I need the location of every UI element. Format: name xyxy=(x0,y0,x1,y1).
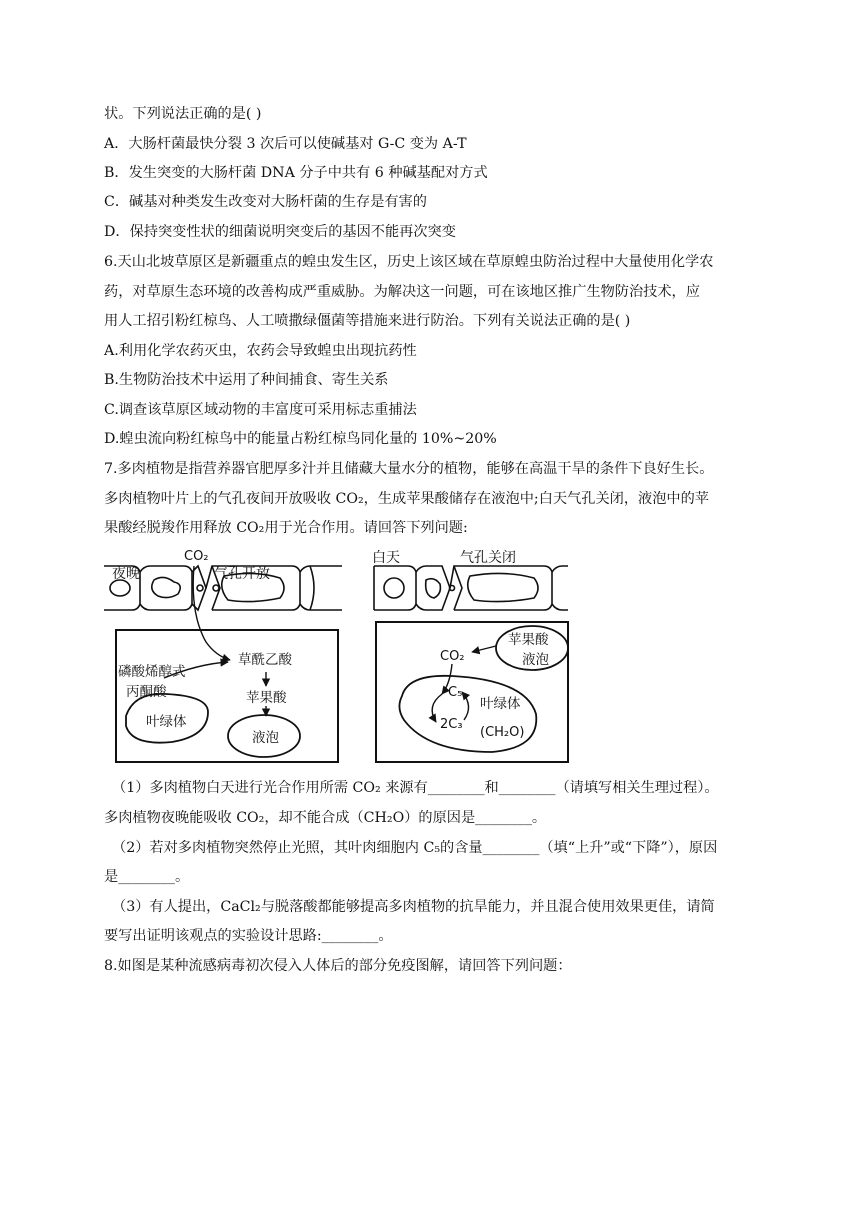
c3-label: 2C₃ xyxy=(440,717,463,732)
q7-sub3-line-1: （3）有人提出，CaCl₂与脱落酸都能够提高多肉植物的抗旱能力，并且混合使用效果更佳，请简 xyxy=(112,899,715,915)
q7-stem-line-1: 7.多肉植物是指营养器官肥厚多汁并且储藏大量水分的植物，能够在高温干旱的条件下良好生长。 xyxy=(104,461,714,477)
q7-sub1-line-1: （1）多肉植物白天进行光合作用所需 CO₂ 来源有________和________（请填写相关生理过程）。 xyxy=(112,780,719,796)
q8-stem: 8.如图是某种流感病毒初次侵入人体后的部分免疫图解，请回答下列问题： xyxy=(104,958,572,974)
q5-option-a: A．大肠杆菌最快分裂 3 次后可以使碱基对 G-C 变为 A-T xyxy=(104,136,467,152)
chloroplast-label: 叶绿体 xyxy=(146,714,187,730)
stoma-open-label: 气孔开放 xyxy=(214,566,270,582)
q6-option-d: D.蝗虫流向粉红椋鸟中的能量占粉红椋鸟同化量的 10%~20% xyxy=(104,431,497,447)
co2-label: CO₂ xyxy=(184,549,209,564)
q7-stem-line-3: 果酸经脱羧作用释放 CO₂用于光合作用。请回答下列问题: xyxy=(104,520,468,536)
q5-option-b: B．发生突变的大肠杆菌 DNA 分子中共有 6 种碱基配对方式 xyxy=(104,165,488,181)
q7-stem-line-2: 多肉植物叶片上的气孔夜间开放吸收 CO₂，生成苹果酸储存在液泡中;白天气孔关闭，液泡中的苹 xyxy=(104,491,709,507)
ch2o-label: (CH₂O) xyxy=(480,725,525,740)
decarboxylation-arrow xyxy=(472,646,496,652)
q5-option-c: C．碱基对种类发生改变对大肠杆菌的生存是有害的 xyxy=(104,194,427,210)
co2-label: CO₂ xyxy=(440,649,465,664)
q7-sub3-line-2: 要写出证明该观点的实验设计思路:________。 xyxy=(104,928,393,944)
q5-option-d: D．保持突变性状的细菌说明突变后的基因不能再次突变 xyxy=(104,224,456,240)
vacuole-label: 液泡 xyxy=(522,652,549,668)
pep-label-1: 磷酸烯醇式 xyxy=(118,664,186,680)
stoma-closed-label: 气孔关闭 xyxy=(460,550,516,566)
q6-stem-line-2: 药，对草原生态环境的改善构成严重威胁。为解决这一问题，可在该地区推广生物防治技术，应 xyxy=(104,284,700,300)
q6-stem-line-3: 用人工招引粉红椋鸟、人工喷撒绿僵菌等措施来进行防治。下列有关说法正确的是( ) xyxy=(104,313,631,329)
q5-stem-tail: 状。下列说法正确的是( ) xyxy=(104,106,262,122)
c5-label: C₅ xyxy=(448,685,463,700)
day-stoma-closed-figure xyxy=(368,544,572,766)
q6-stem-line-1: 6.天山北坡草原区是新疆重点的蝗虫发生区，历史上该区域在草原蝗虫防治过程中大量使用化学农 xyxy=(104,254,714,270)
q6-option-b: B.生物防治技术中运用了种间捕食、寄生关系 xyxy=(104,372,389,388)
q7-sub2-line-1: （2）若对多肉植物突然停止光照，其叶肉细胞内 C₅的含量________（填“上升”或“下降”），原因 xyxy=(112,840,718,856)
day-label: 白天 xyxy=(372,550,400,566)
q6-option-a: A.利用化学农药灭虫，农药会导致蝗虫出现抗药性 xyxy=(104,343,417,359)
chloroplast-label: 叶绿体 xyxy=(480,696,521,712)
malate-label: 苹果酸 xyxy=(246,690,287,706)
q6-option-c: C.调查该草原区域动物的丰富度可采用标志重捕法 xyxy=(104,402,417,418)
epidermis-cells xyxy=(374,566,568,610)
q7-sub2-line-2: 是________。 xyxy=(104,869,190,885)
q7-sub1-line-2: 多肉植物夜晚能吸收 CO₂，却不能合成（CH₂O）的原因是________。 xyxy=(104,810,547,826)
vacuole-label: 液泡 xyxy=(252,730,279,746)
malate-label: 苹果酸 xyxy=(508,632,549,648)
night-label: 夜晚 xyxy=(112,566,140,582)
night-stoma-open-figure xyxy=(104,544,344,766)
pep-label-2: 丙酮酸 xyxy=(126,684,167,700)
cycle-arrow-up xyxy=(462,692,469,720)
oaa-label: 草酰乙酸 xyxy=(238,652,292,668)
